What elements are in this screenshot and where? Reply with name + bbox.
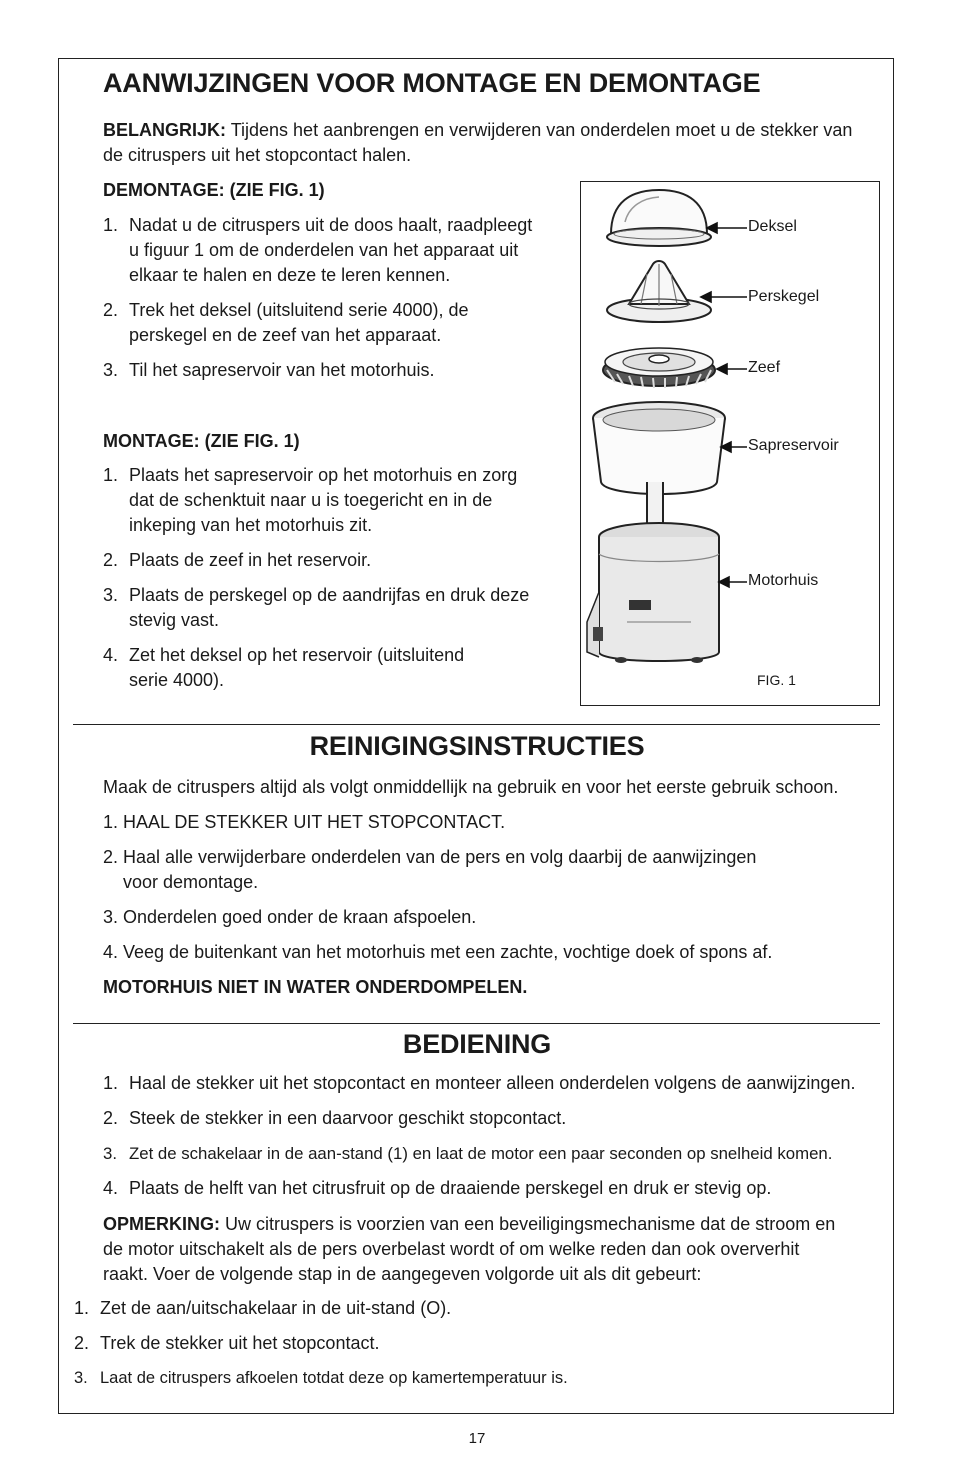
cleaning-item-text: Veeg de buitenkant van het motorhuis met een zachte, vochtige doek of spons af. [123, 942, 773, 962]
bediening-item-text: Zet de schakelaar in de aan-stand (1) en laat de motor een paar seconden op snelheid komen. [129, 1144, 833, 1163]
note-line-3: raakt. Voer de volgende stap in de aangegeven volgorde uit als dit gebeurt: [103, 1264, 702, 1284]
bediening-item [103, 1106, 566, 1131]
montage-item [103, 463, 517, 538]
reset-step-item-text: Zet de aan/uitschakelaar in de uit-stand (O). [100, 1298, 452, 1318]
motor-base-illustration [587, 523, 719, 663]
label-deksel: Deksel [748, 218, 797, 235]
montage-item-text: Plaats het sapreservoir op het motorhuis en zorg dat de schenktuit naar u is toegericht en in de inkeping van het motorhuis zit. [129, 465, 518, 535]
label-sapreservoir: Sapreservoir [748, 437, 839, 454]
cleaning-intro: Maak de citruspers altijd als volgt onmiddellijk na gebruik en voor het eerste gebruik schoon. [103, 777, 839, 797]
bediening-item-number: 4. [103, 1178, 119, 1198]
important-label: BELANGRIJK: [103, 120, 227, 140]
figure-box [580, 181, 880, 706]
page-number: 17 [468, 1430, 486, 1447]
montage-item-number: 3. [103, 585, 119, 605]
cleaning-item-text: HAAL DE STEKKER UIT HET STOPCONTACT. [123, 812, 506, 832]
strainer-illustration [603, 348, 715, 388]
bediening-item [103, 1176, 771, 1201]
montage-heading: MONTAGE: (ZIE FIG. 1) [103, 431, 300, 451]
demontage-item [103, 298, 469, 348]
demontage-item-text: Til het sapreservoir van het motorhuis. [129, 360, 435, 380]
section-title-bediening: BEDIENING [402, 1029, 552, 1059]
figure-caption: FIG. 1 [757, 672, 796, 688]
lid-illustration [607, 190, 711, 246]
reset-step-item-number: 1. [74, 1298, 90, 1318]
bediening-item [103, 1141, 832, 1166]
important-text-2: de citruspers uit het stopcontact halen. [103, 145, 412, 165]
reset-step-item [74, 1331, 379, 1356]
demontage-item [103, 358, 434, 383]
bediening-item-number: 1. [103, 1073, 119, 1093]
reset-step-item-number: 2. [74, 1333, 90, 1353]
demontage-heading: DEMONTAGE: (ZIE FIG. 1) [103, 180, 325, 200]
reset-step-item-number: 3. [74, 1369, 88, 1387]
bediening-item-text: Plaats de helft van het citrusfruit op de draaiende perskegel en druk er stevig op. [129, 1178, 772, 1198]
reset-step-item [74, 1366, 568, 1391]
cleaning-item-text: Haal alle verwijderbare onderdelen van de pers en volg daarbij de aanwijzingen voor demontage. [123, 847, 757, 892]
bediening-item-text: Steek de stekker in een daarvoor geschikt stopcontact. [129, 1108, 567, 1128]
bediening-item [103, 1071, 855, 1096]
reset-step-item-text: Trek de stekker uit het stopcontact. [100, 1333, 380, 1353]
cleaning-item [103, 845, 756, 895]
montage-item [103, 583, 529, 633]
cleaning-warning: MOTORHUIS NIET IN WATER ONDERDOMPELEN. [103, 977, 528, 997]
operation-note [103, 1212, 883, 1287]
cleaning-item-number: 2. [103, 847, 119, 867]
demontage-item [103, 213, 532, 288]
cleaning-item [103, 940, 772, 965]
montage-item-text: Plaats de perskegel op de aandrijfas en druk deze stevig vast. [129, 585, 530, 630]
label-zeef: Zeef [748, 359, 781, 376]
bediening-item-text: Haal de stekker uit het stopcontact en monteer alleen onderdelen volgens de aanwijzingen. [129, 1073, 856, 1093]
divider-1 [73, 724, 880, 725]
reset-step-item-text: Laat de citruspers afkoelen totdat deze op kamertemperatuur is. [100, 1369, 568, 1387]
montage-item-number: 1. [103, 465, 119, 485]
demontage-item-text: Trek het deksel (uitsluitend serie 4000), de perskegel en de zeef van het apparaat. [129, 300, 469, 345]
cleaning-item-number: 4. [103, 942, 119, 962]
demontage-item-number: 3. [103, 360, 119, 380]
demontage-item-text: Nadat u de citruspers uit de doos haalt, raadpleegt u figuur 1 om de onderdelen van het apparaat uit elkaar te halen en deze te leren kennen. [129, 215, 533, 285]
montage-item-text: Zet het deksel op het reservoir (uitsluitend serie 4000). [129, 645, 465, 690]
montage-item [103, 548, 371, 573]
important-note [103, 118, 883, 168]
section-title-montage: AANWIJZINGEN VOOR MONTAGE EN DEMONTAGE [103, 68, 761, 98]
reset-step-item [74, 1296, 451, 1321]
demontage-item-number: 1. [103, 215, 119, 235]
demontage-item-number: 2. [103, 300, 119, 320]
label-motorhuis: Motorhuis [748, 572, 819, 589]
important-text: Tijdens het aanbrengen en verwijderen van onderdelen moet u de stekker van [226, 120, 853, 140]
montage-item [103, 643, 464, 693]
bediening-item-number: 3. [103, 1144, 117, 1163]
note-line-2: de motor uitschakelt als de pers overbelast wordt of om welke reden dan ook oververhit [103, 1239, 800, 1259]
cleaning-item-text: Onderdelen goed onder de kraan afspoelen. [123, 907, 477, 927]
label-perskegel: Perskegel [748, 288, 820, 305]
note-line-1: Uw citruspers is voorzien van een beveiligingsmechanisme dat de stroom en [220, 1214, 836, 1234]
reservoir-illustration [593, 402, 725, 530]
section-title-cleaning: REINIGINGSINSTRUCTIES [309, 731, 645, 761]
montage-item-number: 2. [103, 550, 119, 570]
note-label: OPMERKING: [103, 1214, 220, 1234]
cleaning-item-number: 3. [103, 907, 119, 927]
montage-item-number: 4. [103, 645, 119, 665]
montage-item-text: Plaats de zeef in het reservoir. [129, 550, 372, 570]
cleaning-item-number: 1. [103, 812, 119, 832]
cleaning-item [103, 905, 476, 930]
divider-2 [73, 1023, 880, 1024]
bediening-item-number: 2. [103, 1108, 119, 1128]
cone-illustration [607, 261, 711, 322]
cleaning-item [103, 810, 505, 835]
